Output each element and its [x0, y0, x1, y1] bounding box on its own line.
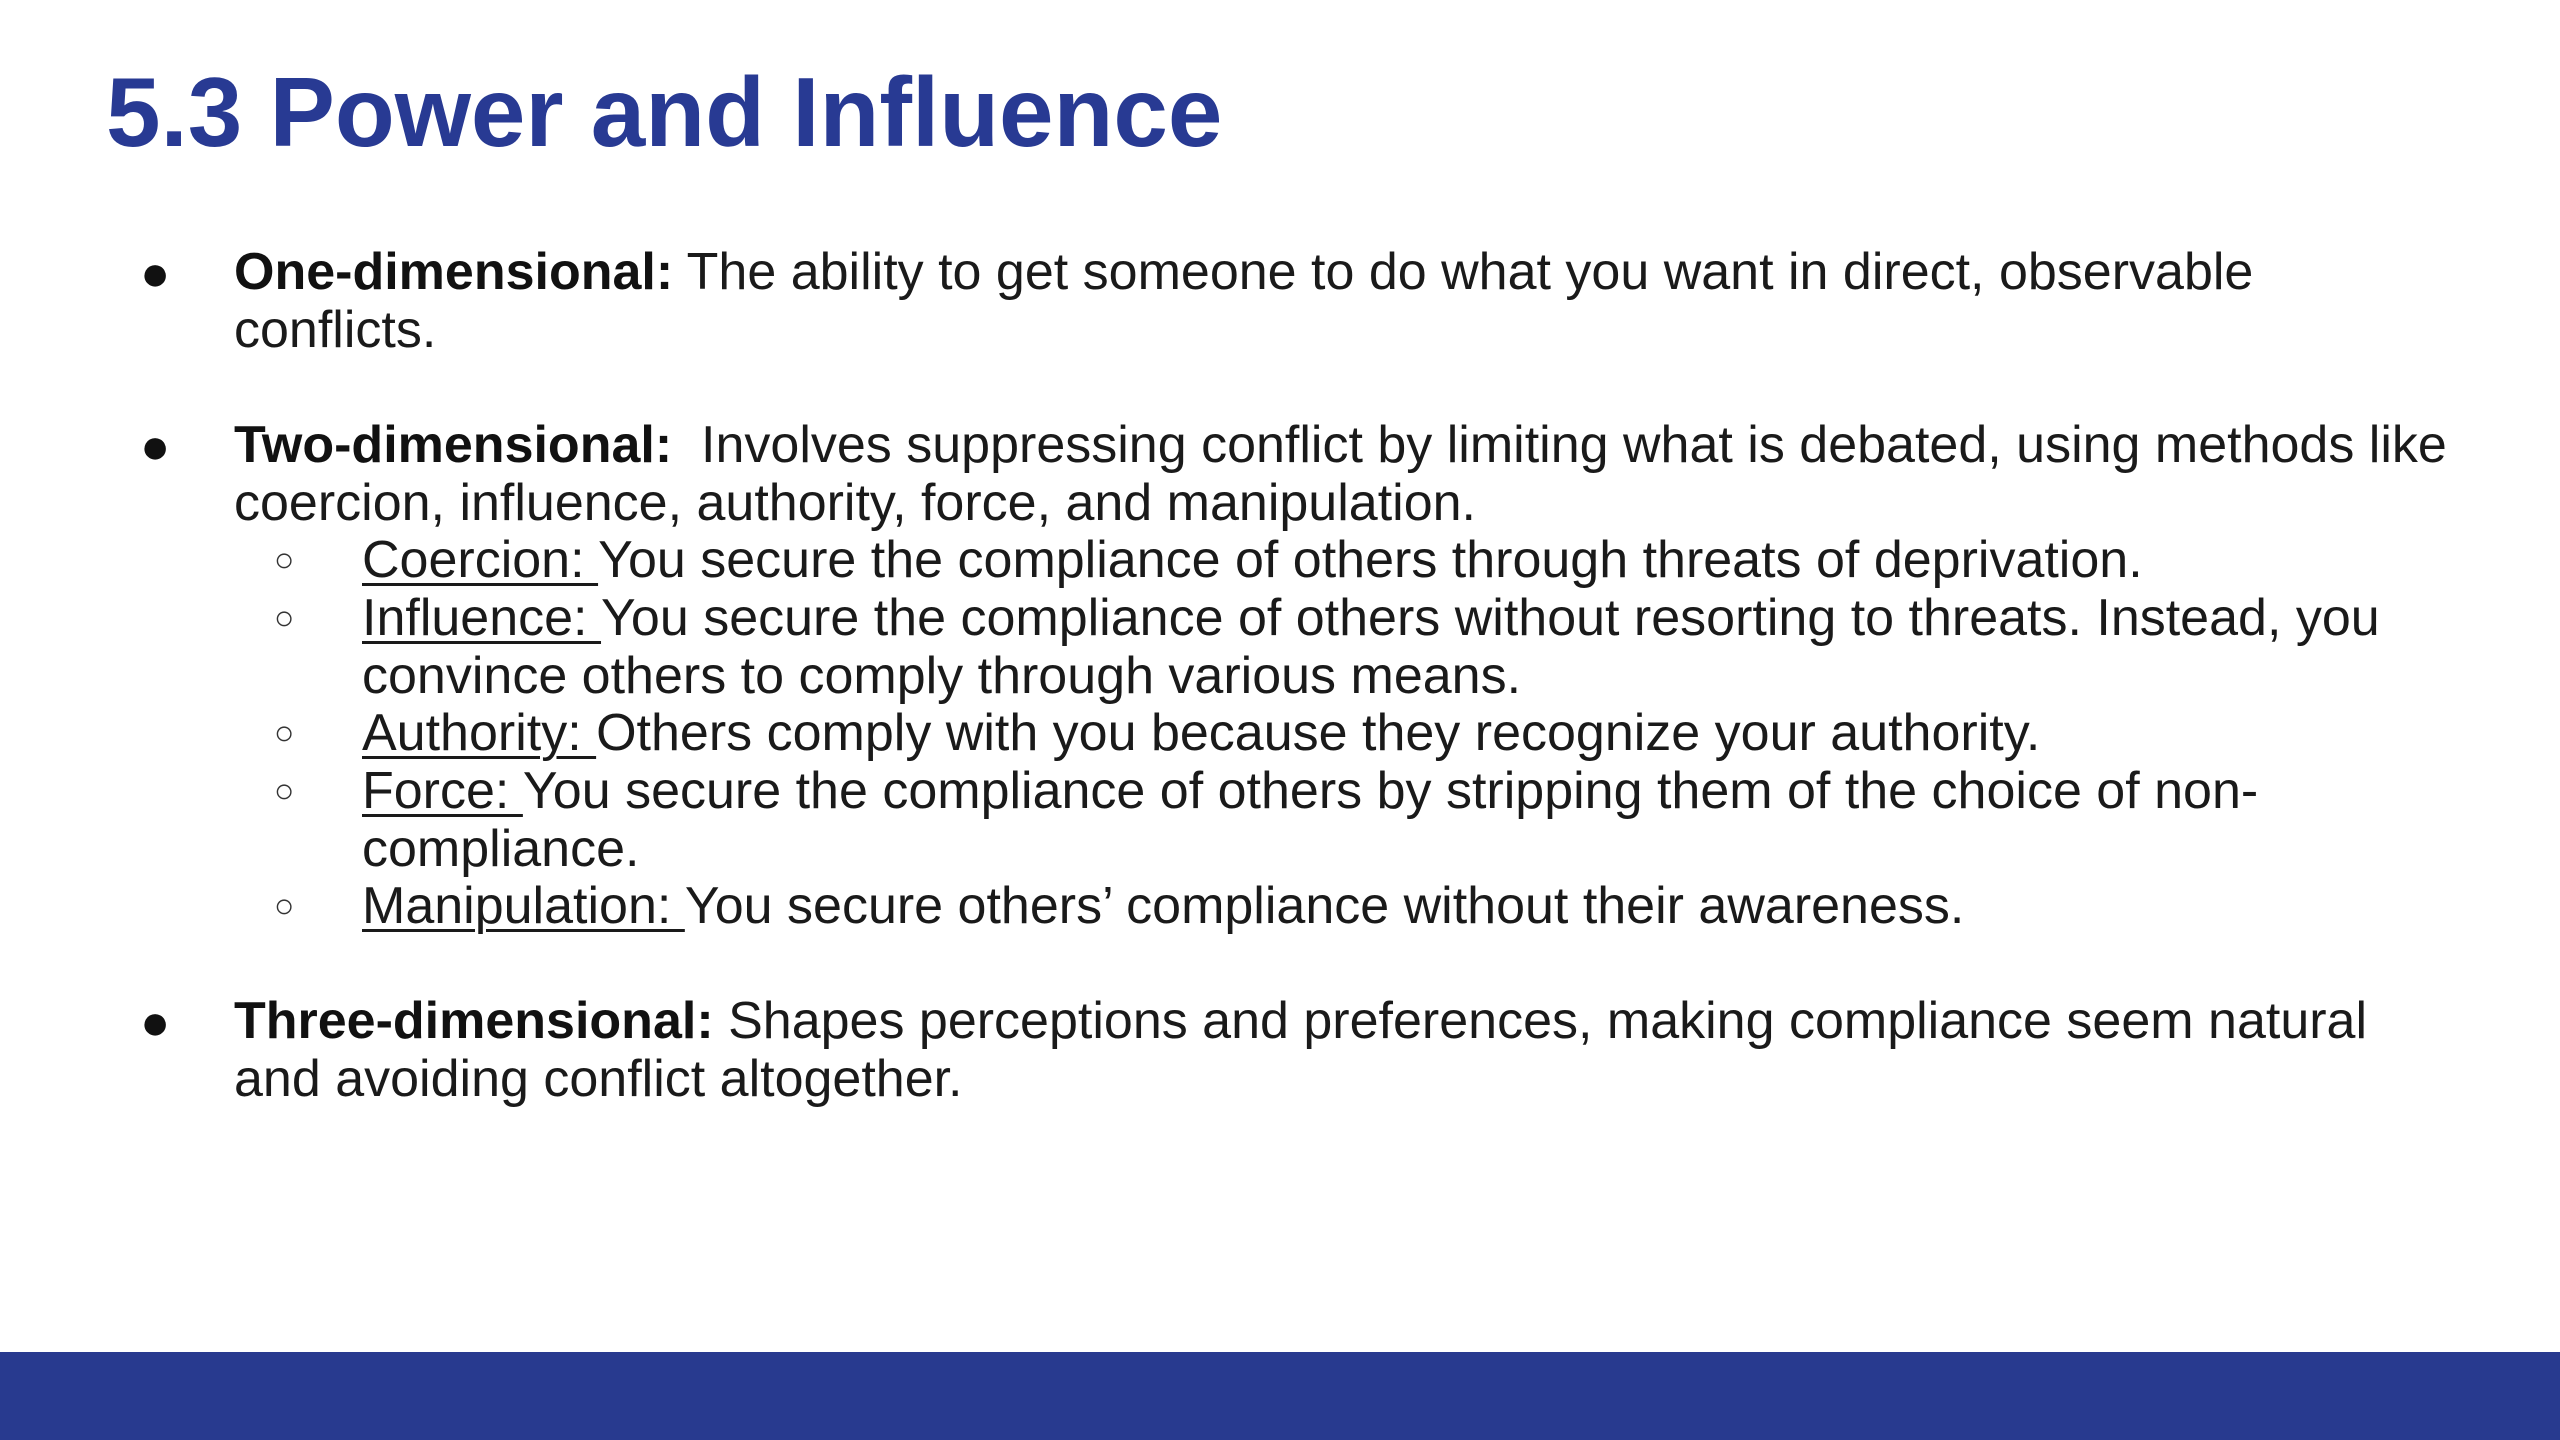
sub-item-coercion: [362, 532, 2462, 590]
bullet-marker: ●: [140, 245, 171, 301]
sub-item-description: Others comply with you because they recognize your authority.: [596, 704, 2041, 762]
sub-item-description: You secure others’ compliance without their awareness.: [684, 877, 1965, 935]
bullet-description: The ability to get someone to do what you want in direct, observable conflicts.: [234, 243, 2254, 359]
bullet-marker: ●: [140, 994, 171, 1050]
sub-item-term: Force:: [362, 762, 523, 820]
bullet-item-two-dimensional: [234, 416, 2462, 532]
sub-item-term: Manipulation:: [362, 877, 685, 935]
sub-item-manipulation: [362, 878, 2462, 936]
bullet-item-three-dimensional: [234, 993, 2454, 1108]
sub-bullet-marker: ○: [274, 541, 295, 579]
sub-item-description: You secure the compliance of others through threats of deprivation.: [598, 531, 2143, 589]
sub-bullet-marker: ○: [274, 887, 295, 925]
sub-item-influence: [362, 590, 2462, 705]
bullet-term: Three-dimensional:: [234, 992, 714, 1050]
bullet-item-one-dimensional: [234, 244, 2454, 359]
sub-item-term: Authority:: [362, 704, 597, 762]
sub-bullet-marker: ○: [274, 714, 295, 752]
sub-bullet-marker: ○: [274, 599, 295, 637]
sub-item-description: You secure the compliance of others by stripping them of the choice of non-compliance.: [362, 762, 2259, 878]
sub-bullet-marker: ○: [274, 772, 295, 810]
bullet-term: One-dimensional:: [234, 243, 674, 301]
bullet-term: Two-dimensional:: [234, 416, 673, 474]
sub-item-description: You secure the compliance of others without resorting to threats. Instead, you convince others to comply through various means.: [362, 589, 2380, 705]
bullet-description: Involves suppressing conflict by limiting what is debated, using methods like coercion, influence, authority, force, and manipulation.: [234, 416, 2462, 532]
bullet-description: Shapes perceptions and preferences, making compliance seem natural and avoiding conflict altogether.: [234, 992, 2368, 1108]
bullet-marker: ●: [140, 418, 171, 474]
sub-item-force: [362, 763, 2362, 878]
sub-item-authority: [362, 705, 2462, 763]
sub-item-term: Coercion:: [362, 531, 599, 589]
sub-item-term: Influence:: [362, 589, 602, 647]
footer-bar: [0, 1352, 2560, 1440]
slide-title: 5.3 Power and Influence: [106, 57, 1223, 167]
